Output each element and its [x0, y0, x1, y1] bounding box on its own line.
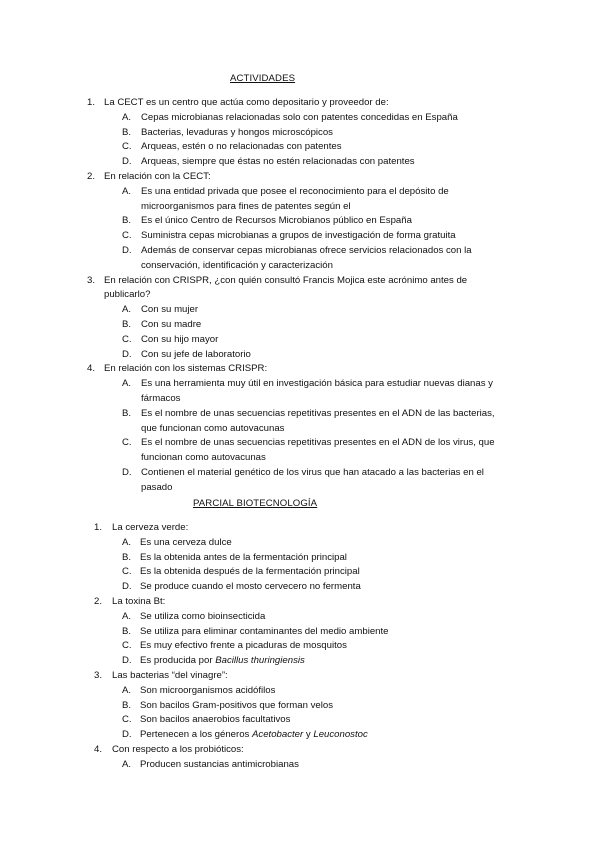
option-letter: B.	[122, 699, 132, 711]
question-text: En relación con CRISPR, ¿con quién consultó Francis Mojica este acrónimo antes de	[104, 274, 468, 286]
option-text: Con su hijo mayor	[141, 333, 219, 345]
option-text: Es la obtenida antes de la fermentación principal	[140, 551, 347, 563]
question-number: 3.	[87, 274, 96, 286]
option-text: Es una herramienta muy útil en investigación básica para estudiar nuevas dianas y	[141, 378, 493, 390]
option-text: Son bacilos Gram-positivos que forman velos	[140, 699, 334, 711]
question-text: La CECT es un centro que actúa como depositario y proveedor de:	[104, 97, 389, 108]
option-text: Son bacilos anaerobios facultativos	[140, 714, 291, 726]
option-text: Con su jefe de laboratorio	[141, 348, 251, 360]
question-number: 1.	[94, 522, 103, 533]
option-letter: D.	[122, 348, 132, 360]
option-letter: B.	[122, 126, 132, 138]
option-letter: D.	[122, 245, 132, 256]
option-text: Es muy efectivo frente a picaduras de mosquitos	[140, 640, 347, 652]
option-text: conservación, identificación y caracterización	[141, 259, 333, 271]
species-name: Bacillus thuringiensis	[215, 655, 305, 667]
option-text: que funcionan como autovacunas	[141, 422, 285, 434]
option-letter: C.	[122, 437, 132, 449]
option-text: Es la obtenida después de la fermentación principal	[140, 566, 360, 578]
option-text: Producen sustancias antimicrobianas	[140, 758, 299, 770]
option-letter: D.	[122, 581, 132, 593]
option-text: Es producida por Bacillus thuringiensis	[140, 655, 305, 667]
option-text: Bacterias, levaduras y hongos microscópicos	[141, 126, 333, 138]
option-text: Contienen el material genético de los virus que han atacado a las bacterias en el	[141, 467, 484, 478]
option-letter: B.	[122, 551, 132, 563]
option-letter: A.	[122, 758, 132, 770]
option-letter: C.	[122, 566, 132, 578]
option-letter: C.	[122, 640, 132, 652]
question-text: Las bacterias “del vinagre”:	[112, 670, 228, 681]
option-text: Es el único Centro de Recursos Microbianos público en España	[141, 215, 412, 227]
question-text: La cerveza verde:	[112, 522, 189, 533]
option-text: Es el nombre de unas secuencias repetitivas presentes en el ADN de los virus, que	[141, 437, 495, 449]
option-letter: D.	[122, 729, 132, 741]
question-text: En relación con la CECT:	[104, 171, 211, 182]
option-letter: B.	[122, 625, 132, 637]
question-number: 4.	[94, 744, 103, 755]
option-letter: C.	[122, 230, 132, 242]
question-number: 1.	[87, 97, 96, 108]
option-letter: A.	[122, 304, 132, 316]
section-title-actividades: ACTIVIDADES	[230, 73, 296, 84]
option-text: Suministra cepas microbianas a grupos de investigación de forma gratuita	[141, 230, 456, 242]
option-text: Es el nombre de unas secuencias repetitivas presentes en el ADN de las bacterias,	[141, 407, 495, 419]
option-letter: A.	[122, 185, 132, 197]
option-letter: B.	[122, 319, 132, 330]
option-text: Además de conservar cepas microbianas ofrece servicios relacionados con la	[141, 245, 472, 256]
option-letter: D.	[122, 467, 132, 478]
option-letter: A.	[122, 378, 132, 390]
question-number: 3.	[94, 670, 103, 681]
option-text: Es una cerveza dulce	[140, 536, 232, 548]
option-letter: A.	[122, 610, 132, 622]
option-text: Arqueas, siempre que éstas no estén relacionadas con patentes	[141, 156, 415, 168]
option-letter: B.	[122, 407, 132, 419]
option-text: Pertenecen a los géneros Acetobacter y Leuconostoc	[140, 729, 368, 741]
option-letter: C.	[122, 714, 132, 726]
option-text: Es una entidad privada que posee el reconocimiento para el depósito de	[141, 185, 449, 197]
option-letter: C.	[122, 141, 132, 153]
question-number: 4.	[87, 363, 96, 375]
question-text: publicarlo?	[104, 289, 151, 301]
option-letter: A.	[122, 111, 132, 123]
option-letter: D.	[122, 655, 132, 667]
question-number: 2.	[87, 171, 96, 182]
question-number: 2.	[94, 596, 103, 607]
option-text: Son microorganismos acidófilos	[140, 684, 276, 696]
option-letter: D.	[122, 156, 132, 168]
option-text: Se produce cuando el mosto cervecero no fermenta	[140, 581, 361, 593]
option-text: Con su madre	[141, 319, 202, 330]
option-text: fármacos	[141, 392, 181, 404]
option-text: funcionan como autovacunas	[141, 452, 266, 464]
question-text: En relación con los sistemas CRISPR:	[104, 363, 268, 375]
option-text: Cepas microbianas relacionadas solo con patentes concedidas en España	[141, 111, 458, 123]
option-text: Se utiliza para eliminar contaminantes del medio ambiente	[140, 625, 389, 637]
option-letter: A.	[122, 536, 132, 548]
section-title-parcial: PARCIAL BIOTECNOLOGÍA	[193, 498, 318, 509]
option-text: Arqueas, estén o no relacionadas con patentes	[141, 141, 342, 153]
question-text: La toxina Bt:	[112, 596, 166, 607]
species-name: Acetobacter	[252, 729, 304, 741]
option-letter: A.	[122, 684, 132, 696]
species-name: Leuconostoc	[313, 729, 368, 741]
option-letter: B.	[122, 215, 132, 227]
option-text: Se utiliza como bioinsecticida	[140, 610, 266, 622]
option-text: Con su mujer	[141, 304, 199, 316]
option-text: microorganismos para fines de patentes según el	[141, 200, 351, 212]
option-text: pasado	[141, 481, 173, 493]
question-text: Con respecto a los probióticos:	[112, 744, 244, 755]
option-letter: C.	[122, 333, 132, 345]
